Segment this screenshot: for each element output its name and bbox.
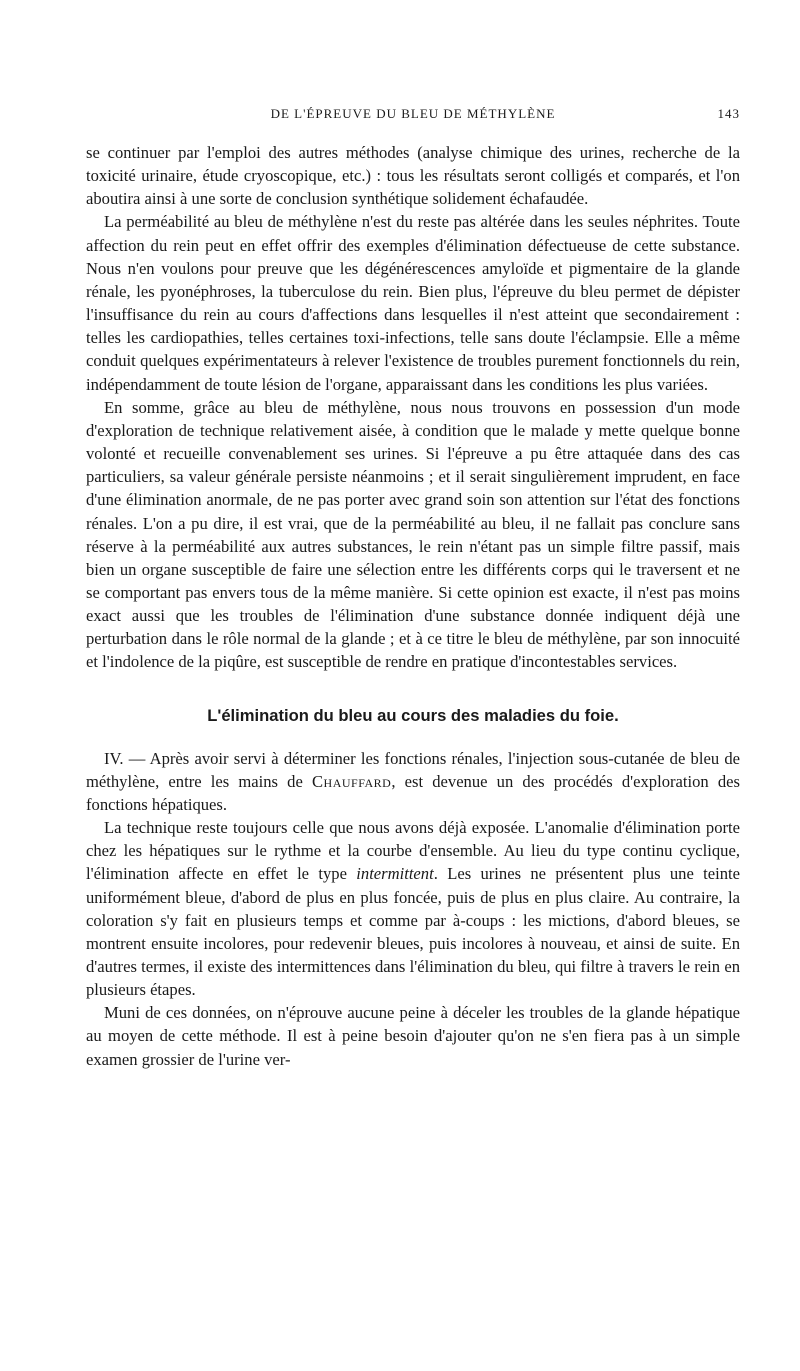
paragraph-continuation: se continuer par l'emploi des autres méthodes (analyse chimique des urines, recherche de la toxicité urinaire, étude cryoscopique, etc.) : tous les résultats seront colligés et comparés, et l'on aboutira ainsi à une sorte de conclusion synthétique solidement échafaudée. — [86, 143, 740, 209]
running-title: DE L'ÉPREUVE DU BLEU DE MÉTHYLÈNE — [270, 106, 556, 121]
section-heading: L'élimination du bleu au cours des maladies du foie. — [207, 705, 619, 725]
body-text — [86, 141, 740, 1071]
paragraph-technique-tail: . Les urines ne présentent plus une teinte uniformément bleue, d'abord de plus en plus foncée, puis de plus en plus claire. Au contraire, la coloration s'y fait en plusieurs temps et comme par à-coups : les mictions, d'abord bleues, se montrent ensuite incolores, pour redevenir bleues, puis incolores à nouveau, et ainsi de suite. En d'autres termes, il existe des intermittences dans l'élimination du bleu, qui filtre à travers le rein en plusieurs étapes. — [86, 864, 741, 1000]
paragraph-section-iv-text: IV. — Après avoir servi à déterminer les fonctions rénales, l'injection sous-cutanée de bleu de méthylène, entre les mains de — [86, 748, 740, 791]
paragraph-en-somme: En somme, grâce au bleu de méthylène, nous nous trouvons en possession d'un mode d'exploration de technique relativement aisée, à condition que le malade y mette quelque bonne volonté et recueille convenablement ses urines. Si l'épreuve a pu être attaquée dans des cas particuliers, sa valeur générale persiste néanmoins ; et il serait singulièrement imprudent, en face d'une élimination anormale, de ne pas porter avec grand soin son attention sur l'état des fonctions rénales. L'on a pu dire, il est vrai, que de la perméabilité au bleu, il ne fallait pas conclure sans réserve à la perméabilité aux autres substances, le rein n'étant pas un simple filtre passif, mais bien un organe susceptible de faire une sélection entre les différents corps qui le traversent et ne se comportant pas envers tous de la même manière. Si cette opinion est exacte, il n'est pas moins exact aussi que les troubles de l'élimination d'une substance donnée indiquent déjà une perturbation dans le rôle normal de la glande ; et à ce titre le bleu de méthylène, par son innocuité et l'indolence de la piqûre, est susceptible de rendre en pratique d'incontestables services. — [86, 397, 740, 672]
paragraph-section-iv-tail: , est devenue un des procédés d'exploration des fonctions hépatiques. — [86, 771, 740, 814]
running-header — [86, 106, 740, 126]
page-number: 143 — [717, 106, 740, 121]
author-name-chauffard: Chauffard — [311, 771, 392, 791]
paragraph-technique — [86, 816, 740, 1001]
paragraph-permeabilite: La perméabilité au bleu de méthylène n'est du reste pas altérée dans les seules néphrites. Toute affection du rein peut en effet offrir des exemples d'élimination défectueuse de cette substance. Nous n'en voulons pour preuve que les dégénérescences amyloïde et pigmentaire de la glande rénale, les pyonéphroses, la tuberculose du rein. Bien plus, l'épreuve du bleu permet de dépister l'insuffisance du rein au cours d'affections dans lesquelles il n'est atteint que secondairement : telles les cardiopathies, telles certaines toxi-infections, telle sans doute l'éclampsie. Elle a même conduit quelques expérimentateurs à relever l'existence de troubles purement fonctionnels du rein, indépendamment de toute lésion de l'organe, apparaissant dans les conditions les plus variées. — [86, 212, 740, 394]
paragraph-muni: Muni de ces données, on n'éprouve aucune peine à déceler les troubles de la glande hépatique au moyen de cette méthode. Il est à peine besoin d'ajouter qu'on ne s'en fiera pas à un simple examen grossier de l'urine ver- — [86, 1003, 740, 1069]
paragraph-technique-text: La technique reste toujours celle que nous avons déjà exposée. L'anomalie d'élimination porte chez les hépatiques sur le rythme et la courbe d'ensemble. Au lieu du type continu cyclique, l'élimination affecte en effet le type — [86, 818, 740, 884]
paragraph-section-iv — [86, 747, 740, 816]
italic-term-intermittent: intermittent — [356, 864, 434, 884]
